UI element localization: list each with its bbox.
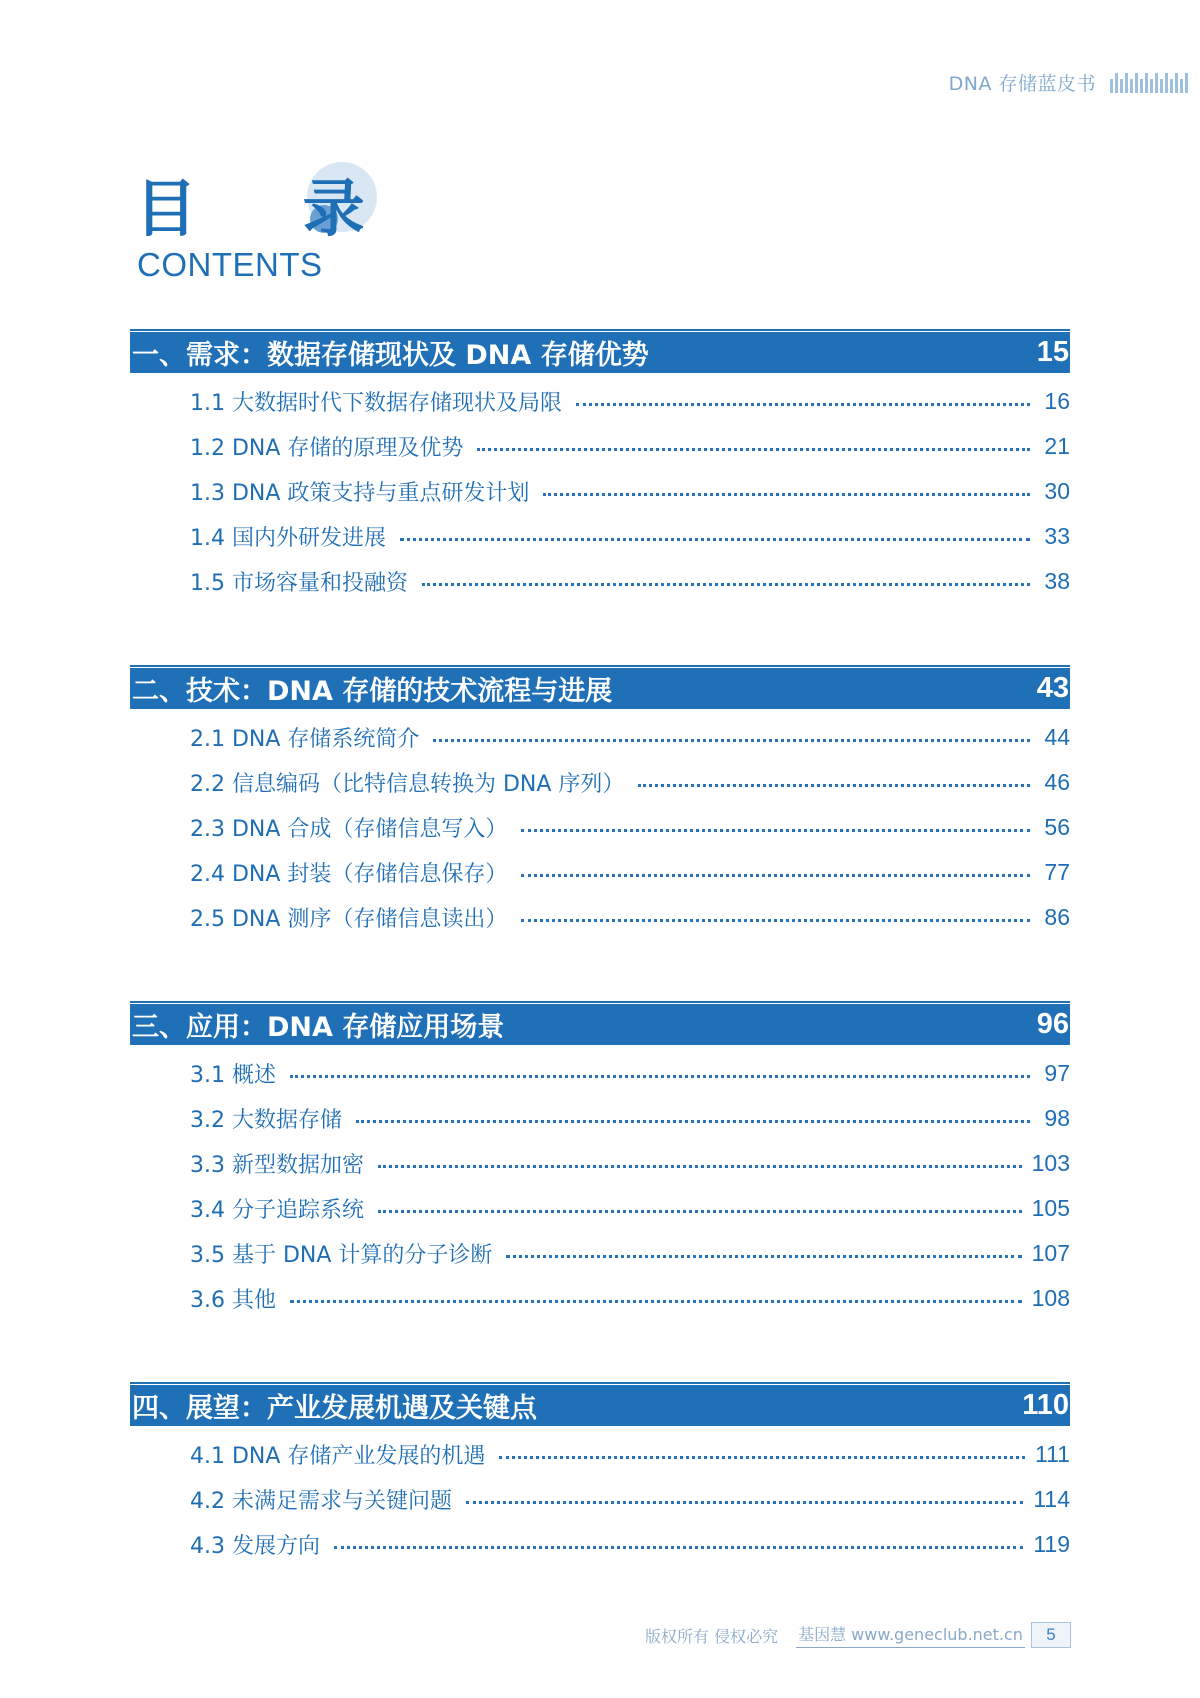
entry-label: 4.2 未满足需求与关键问题: [190, 1489, 452, 1514]
section-title: 一、需求：数据存储现状及 DNA 存储优势: [132, 340, 649, 371]
entry-label: 2.1 DNA 存储系统简介: [190, 727, 420, 752]
toc-entry[interactable]: [190, 469, 1070, 514]
entry-page-number: 46: [1044, 769, 1070, 795]
dot-leader: [543, 493, 1030, 496]
entry-page-number: 16: [1044, 388, 1070, 414]
table-of-contents: [130, 332, 1070, 1631]
dot-leader: [521, 919, 1030, 922]
toc-entry[interactable]: [190, 1231, 1070, 1276]
section-entries: [130, 1426, 1070, 1567]
entry-page-number: 98: [1044, 1105, 1070, 1131]
section-page-number: 43: [1036, 672, 1069, 704]
entry-page-number: 38: [1044, 568, 1070, 594]
entry-page-number: 108: [1031, 1285, 1070, 1311]
entry-page-number: 97: [1044, 1060, 1070, 1086]
footer-site[interactable]: 基因慧 www.geneclub.net.cn: [796, 1622, 1025, 1648]
section-page-number: 110: [1022, 1389, 1069, 1421]
dot-leader: [400, 538, 1030, 541]
entry-label: 4.1 DNA 存储产业发展的机遇: [190, 1444, 486, 1469]
toc-section: [130, 1004, 1070, 1321]
entry-label: 3.2 大数据存储: [190, 1108, 342, 1133]
toc-entry[interactable]: [190, 715, 1070, 760]
entry-page-number: 105: [1031, 1195, 1070, 1221]
dot-leader: [334, 1546, 1023, 1549]
toc-entry[interactable]: [190, 1051, 1070, 1096]
entry-label: 1.4 国内外研发进展: [190, 526, 386, 551]
section-title: 四、展望：产业发展机遇及关键点: [132, 1393, 537, 1424]
toc-entry[interactable]: [190, 559, 1070, 604]
dot-leader: [638, 784, 1030, 787]
page-footer: [645, 1620, 1085, 1650]
entry-label: 2.4 DNA 封装（存储信息保存）: [190, 862, 508, 887]
entry-label: 3.4 分子追踪系统: [190, 1198, 364, 1223]
entry-page-number: 33: [1044, 523, 1070, 549]
dot-leader: [378, 1165, 1022, 1168]
entry-page-number: 107: [1031, 1240, 1070, 1266]
entry-label: 1.1 大数据时代下数据存储现状及局限: [190, 391, 562, 416]
toc-entry[interactable]: [190, 1477, 1070, 1522]
toc-entry[interactable]: [190, 1186, 1070, 1231]
toc-section: [130, 332, 1070, 604]
toc-entry[interactable]: [190, 1096, 1070, 1141]
dot-leader: [290, 1300, 1022, 1303]
section-page-number: 15: [1036, 336, 1069, 368]
page-header: [949, 68, 1188, 96]
header-title: DNA 存储蓝皮书: [948, 72, 1096, 95]
section-title: 三、应用：DNA 存储应用场景: [132, 1012, 505, 1043]
dot-leader: [477, 448, 1030, 451]
section-entries: [130, 1045, 1070, 1321]
entry-label: 3.3 新型数据加密: [190, 1153, 364, 1178]
entry-label: 2.5 DNA 测序（存储信息读出）: [190, 907, 508, 932]
dot-leader: [521, 829, 1030, 832]
toc-entry[interactable]: [190, 379, 1070, 424]
section-header[interactable]: [130, 1004, 1070, 1045]
dot-leader: [506, 1255, 1021, 1258]
entry-page-number: 77: [1044, 859, 1070, 885]
toc-title-block: [135, 160, 407, 300]
entry-label: 4.3 发展方向: [190, 1534, 320, 1559]
entry-page-number: 103: [1031, 1150, 1070, 1176]
toc-entry[interactable]: [190, 424, 1070, 469]
entry-label: 2.2 信息编码（比特信息转换为 DNA 序列）: [190, 772, 625, 797]
entry-page-number: 21: [1044, 433, 1070, 459]
toc-entry[interactable]: [190, 1432, 1070, 1477]
entry-label: 3.5 基于 DNA 计算的分子诊断: [190, 1243, 493, 1268]
toc-entry[interactable]: [190, 850, 1070, 895]
dot-leader: [499, 1456, 1025, 1459]
entry-label: 1.3 DNA 政策支持与重点研发计划: [190, 481, 530, 506]
page-subtitle: CONTENTS: [137, 246, 323, 283]
entry-label: 3.6 其他: [190, 1288, 276, 1313]
section-entries: [130, 709, 1070, 940]
toc-entry[interactable]: [190, 760, 1070, 805]
section-header[interactable]: [130, 332, 1070, 373]
entry-page-number: 114: [1033, 1486, 1070, 1512]
toc-entry[interactable]: [190, 1276, 1070, 1321]
dot-leader: [422, 583, 1030, 586]
entry-page-number: 119: [1033, 1531, 1070, 1557]
entry-page-number: 86: [1044, 904, 1070, 930]
section-header[interactable]: [130, 1385, 1070, 1426]
barcode-decoration: [1110, 71, 1188, 93]
dot-leader: [433, 739, 1030, 742]
dot-leader: [356, 1120, 1030, 1123]
dot-leader: [521, 874, 1030, 877]
toc-entry[interactable]: [190, 514, 1070, 559]
dot-leader: [576, 403, 1030, 406]
toc-section: [130, 1385, 1070, 1567]
entry-page-number: 111: [1035, 1441, 1070, 1467]
entry-page-number: 44: [1044, 724, 1070, 750]
page-title: 目 录: [135, 172, 407, 245]
section-header[interactable]: [130, 668, 1070, 709]
dot-leader: [290, 1075, 1030, 1078]
toc-entry[interactable]: [190, 1522, 1070, 1567]
entry-label: 2.3 DNA 合成（存储信息写入）: [190, 817, 508, 842]
footer-copyright: 版权所有 侵权必究: [645, 1626, 779, 1646]
entry-page-number: 56: [1044, 814, 1070, 840]
entry-page-number: 30: [1044, 478, 1070, 504]
section-page-number: 96: [1036, 1008, 1069, 1040]
toc-entry[interactable]: [190, 1141, 1070, 1186]
section-entries: [130, 373, 1070, 604]
entry-label: 3.1 概述: [190, 1063, 276, 1088]
dot-leader: [378, 1210, 1022, 1213]
entry-label: 1.2 DNA 存储的原理及优势: [190, 436, 464, 461]
page-number: 5: [1031, 1622, 1071, 1648]
toc-entry[interactable]: [190, 805, 1070, 850]
dot-leader: [466, 1501, 1023, 1504]
entry-label: 1.5 市场容量和投融资: [190, 571, 408, 596]
toc-entry[interactable]: [190, 895, 1070, 940]
section-title: 二、技术：DNA 存储的技术流程与进展: [132, 676, 613, 707]
toc-section: [130, 668, 1070, 940]
